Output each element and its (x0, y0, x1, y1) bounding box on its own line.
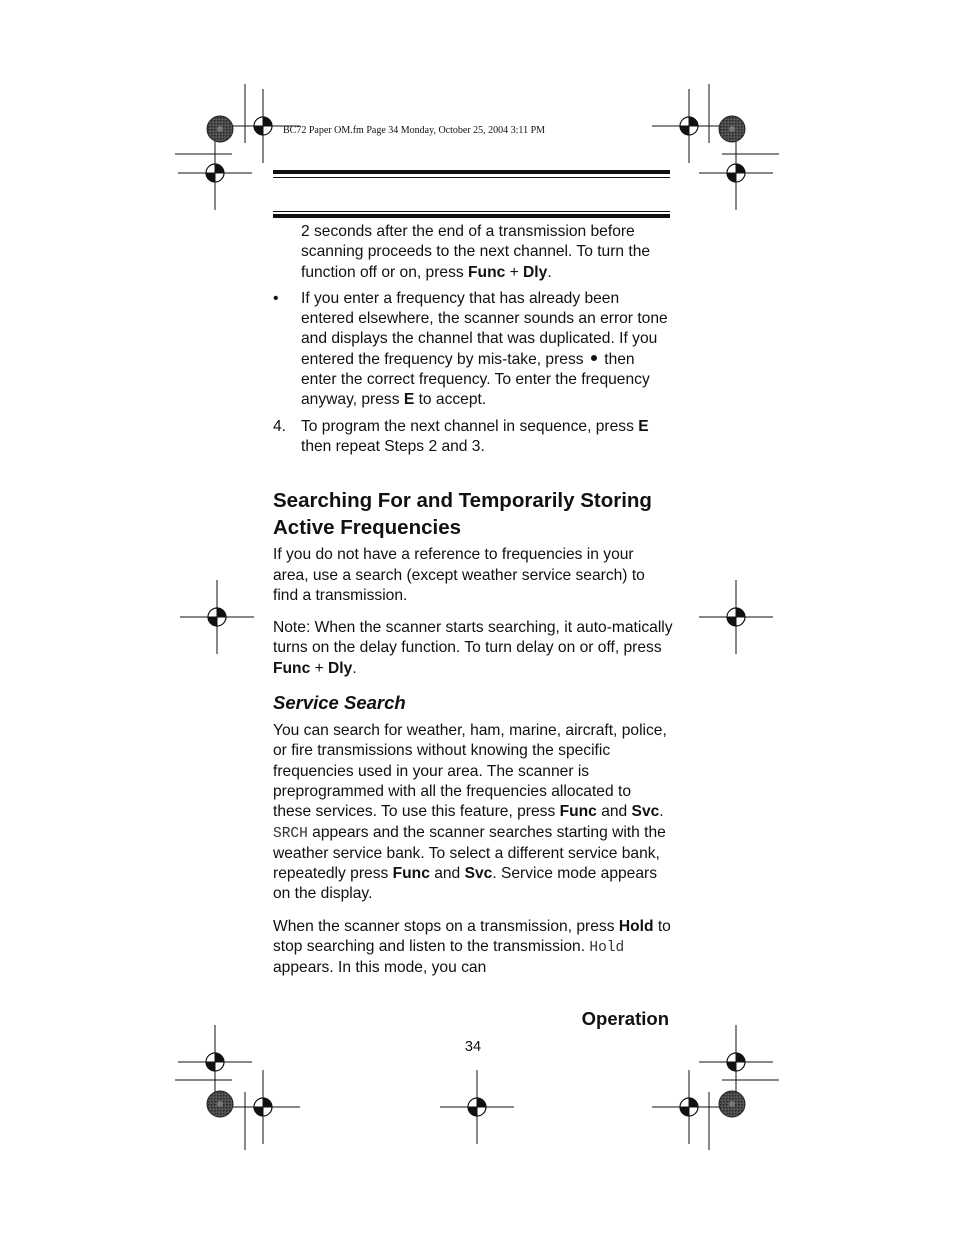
key-svc: Svc (631, 803, 660, 821)
header-rule-top-thin (273, 177, 670, 178)
key-func: Func (273, 659, 311, 677)
key-dly: Dly (523, 263, 548, 281)
header-rule-top (273, 170, 670, 174)
page-number: 34 (464, 1039, 482, 1055)
footer-section-title: Operation (581, 1008, 669, 1029)
list-item-step-4: 4. To program the next channel in sequence, press E then repeat Steps 2 and 3. (273, 417, 649, 455)
section-heading: Searching For and Temporarily Storing Active Frequencies (273, 489, 652, 540)
hold-paragraph: When the scanner stops on a transmission, press Hold to stop searching and listen to the transmission. Hold appears. In this mode, you can (273, 917, 671, 977)
key-func: Func (468, 263, 506, 281)
header-rule-bottom (273, 214, 670, 218)
subsection-heading: Service Search (273, 692, 406, 714)
key-func: Func (559, 803, 597, 821)
key-svc: Svc (464, 865, 493, 883)
print-slug: BC72 Paper OM.fm Page 34 Monday, October 25, 2004 3:11 PM (283, 125, 546, 136)
bullet-marker: • (273, 289, 279, 307)
key-hold: Hold (618, 917, 654, 935)
display-text-srch: SRCH (273, 825, 308, 842)
page-content (273, 222, 673, 979)
step-number: 4. (273, 417, 287, 435)
header-rule-bottom-thin (273, 211, 670, 212)
service-search-paragraph: You can search for weather, ham, marine, aircraft, police, or fire transmissions without knowing the specific frequencies used in your area. The scanner is preprogrammed with all the frequencies allocated to these services. To use this feature, press Func and Svc. SRCH appears and the scanner searches starting with the weather service bank. To select a different service bank, repeatedly press Func and Svc. Service mode appears on the display. (273, 722, 667, 903)
note-paragraph: Note: When the scanner starts searching, it auto-matically turns on the delay function. To turn delay on or off, press Func + Dly. (273, 619, 673, 677)
key-e: E (403, 391, 415, 409)
display-text-hold: Hold (589, 940, 625, 957)
dot-key-icon (591, 355, 597, 361)
intro-paragraph: If you do not have a reference to frequencies in your area, use a search (except weather service search) to find a transmission. (273, 546, 645, 604)
key-func: Func (392, 865, 430, 883)
list-item-bullet: • If you enter a frequency that has already been entered elsewhere, the scanner sounds an error tone and displays the channel that was duplicated. If you entered the frequency by mis-take, press then enter the correct frequency. To enter the frequency anyway, press E to accept. (273, 289, 668, 409)
key-e: E (638, 417, 649, 435)
key-dly: Dly (328, 659, 353, 677)
continued-paragraph: 2 seconds after the end of a transmission before scanning proceeds to the next channel. To turn the function off or on, press Func + Dly. (301, 223, 651, 281)
